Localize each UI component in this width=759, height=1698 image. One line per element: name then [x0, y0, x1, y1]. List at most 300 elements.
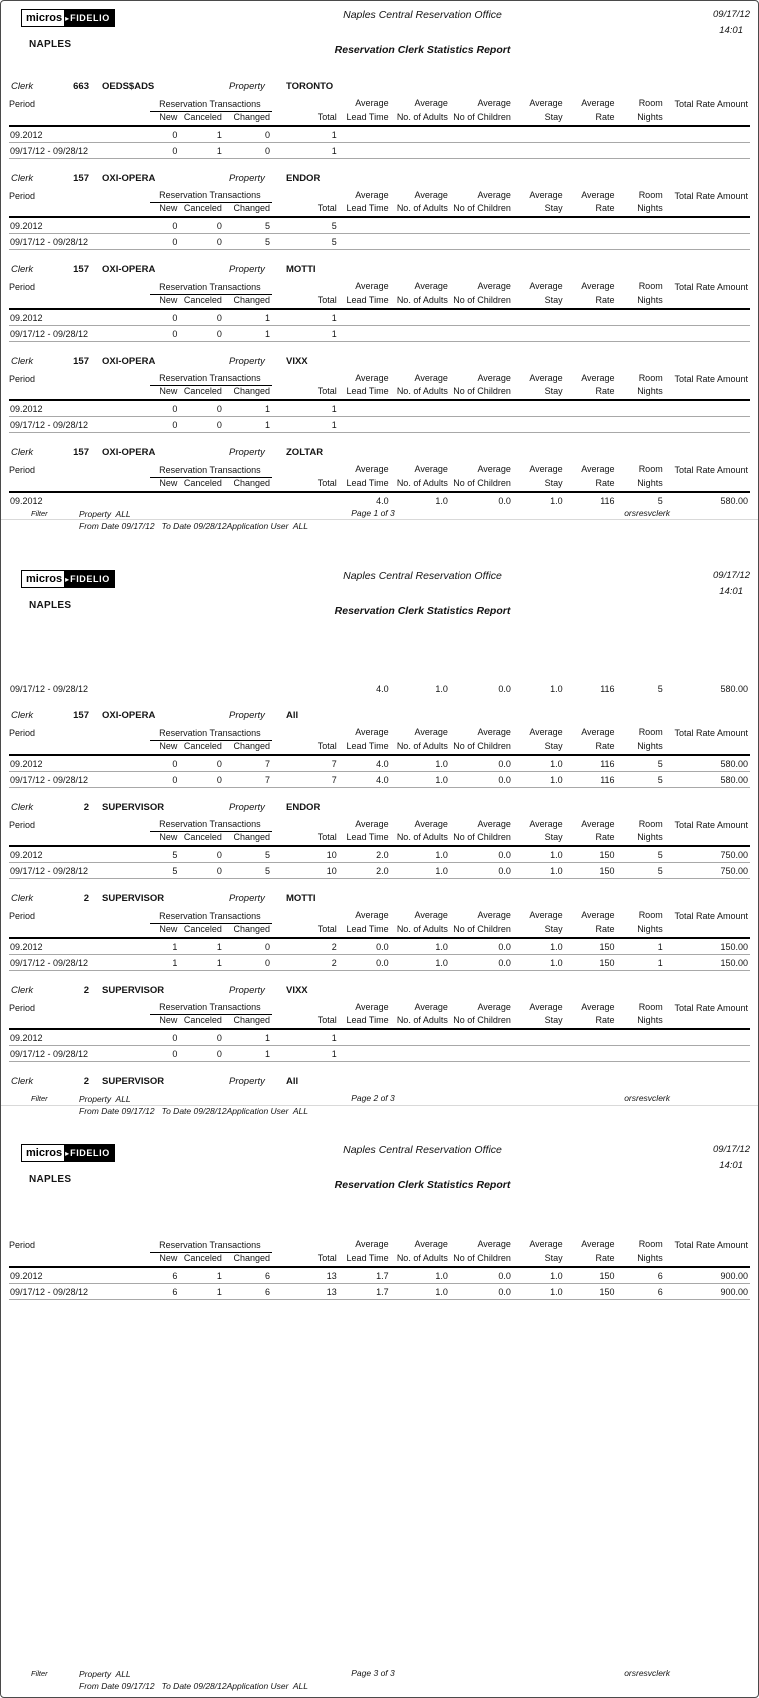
column-nights: Nights — [617, 203, 665, 218]
column-period: Period — [9, 190, 150, 218]
clerk-number: 663 — [73, 81, 89, 92]
column-no-of-children: No of Children — [450, 294, 513, 309]
column-average-lead-time: Average — [355, 818, 389, 829]
column-new: New — [150, 477, 180, 492]
cell-period: 09/17/12 - 09/28/12 — [9, 234, 150, 250]
column-average-lead-time: Average — [355, 1239, 389, 1249]
cell-avg-children — [450, 325, 513, 341]
report-date: 09/17/12 — [713, 9, 750, 20]
cell-room-nights — [617, 400, 665, 417]
filter-dates: From Date 09/17/12 To Date 09/28/12Application User ALL — [79, 1681, 309, 1691]
logo-fidelio-box — [64, 10, 114, 26]
table-row — [9, 417, 750, 433]
cell-avg-children: 0.0 — [498, 495, 511, 506]
hotel-name: NAPLES — [29, 1174, 72, 1185]
cell-avg-adults: 1.0 — [391, 771, 450, 787]
report-section — [9, 1076, 750, 1087]
clerk-name: OXI-OPERA — [102, 264, 156, 275]
column-average-adults: Average — [414, 189, 448, 200]
column-total-rate-amount: Total Rate Amount — [665, 1239, 750, 1267]
property-name: TORONTO — [286, 81, 334, 92]
page-content — [9, 1239, 750, 1300]
clerk-number: 157 — [73, 710, 89, 721]
clerk-label: Clerk — [11, 984, 34, 996]
report-title: Reservation Clerk Statistics Report — [334, 44, 511, 56]
column-canceled: Canceled — [179, 111, 223, 126]
column-average-adults: Average — [414, 281, 448, 291]
cell-room-nights: 6 — [617, 1267, 665, 1284]
clerk-number: 157 — [73, 355, 89, 367]
column-lead-time: Lead Time — [339, 1015, 391, 1030]
logo-micros-text: micros — [22, 1145, 64, 1161]
cell-new: 1 — [150, 954, 180, 970]
cell-avg-lead-time: 0.0 — [339, 938, 391, 955]
cell-room-nights — [617, 1046, 665, 1062]
cell-room-nights — [617, 234, 665, 250]
cell-avg-lead-time — [339, 1046, 391, 1062]
column-average-stay: Average — [529, 818, 563, 829]
cell-total: 10 — [272, 846, 339, 863]
clerk-name: SUPERVISOR — [102, 893, 165, 904]
cell-canceled: 1 — [179, 1283, 223, 1299]
column-total-spacer — [272, 910, 339, 923]
clerk-property-line — [11, 802, 750, 813]
column-changed: Changed — [224, 111, 272, 126]
statistics-table — [9, 1239, 750, 1300]
table-body — [9, 400, 750, 433]
column-canceled: Canceled — [179, 1252, 223, 1267]
cell-new: 0 — [150, 755, 180, 772]
column-stay: Stay — [513, 1015, 565, 1030]
column-period: Period — [9, 464, 150, 492]
column-period: Period — [9, 373, 150, 401]
table-body — [9, 846, 750, 879]
table-row — [9, 863, 750, 879]
cell-room-nights — [617, 325, 665, 341]
column-average-children: Average — [477, 98, 511, 108]
cell-period: 09.2012 — [9, 309, 150, 326]
column-group-reservation-transactions: Reservation Transactions — [150, 373, 272, 386]
filter-dates: From Date 09/17/12 To Date 09/28/12Application User ALL — [79, 1106, 309, 1116]
column-average-rate: Average — [581, 910, 615, 920]
cell-period: 09/17/12 - 09/28/12 — [9, 954, 150, 970]
column-average-children: Average — [477, 1001, 511, 1012]
report-section — [9, 356, 750, 434]
report-user: orsresvclerk — [624, 1668, 670, 1678]
column-no-of-children: No of Children — [450, 386, 513, 401]
column-average-children: Average — [477, 281, 511, 291]
cell-room-nights — [617, 217, 665, 234]
column-stay: Stay — [513, 477, 565, 492]
clerk-number: 2 — [83, 801, 89, 813]
column-nights: Nights — [617, 111, 665, 126]
table-row — [9, 954, 750, 970]
cell-new: 0 — [150, 1029, 180, 1046]
cell-avg-lead-time — [339, 417, 391, 433]
column-rate: Rate — [565, 1015, 617, 1030]
logo-fidelio-text: FIDELIO — [70, 574, 110, 584]
column-average-lead-time: Average — [355, 910, 389, 920]
clerk-number: 157 — [73, 264, 89, 275]
column-average-adults: Average — [414, 727, 448, 737]
column-no-of-adults: No. of Adults — [391, 294, 450, 309]
column-average-rate: Average — [581, 189, 615, 200]
cell-avg-adults — [391, 234, 450, 250]
property-name: All — [286, 710, 299, 721]
column-rate: Rate — [565, 923, 617, 938]
column-lead-time: Lead Time — [339, 203, 391, 218]
cell-total: 5 — [272, 217, 339, 234]
column-stay: Stay — [513, 203, 565, 218]
filter-values — [79, 508, 308, 532]
table-body — [9, 938, 750, 971]
table-row — [9, 938, 750, 955]
column-room: Room — [638, 910, 663, 920]
cell-avg-rate: 150 — [565, 1267, 617, 1284]
report-time: 14:01 — [719, 586, 743, 597]
column-canceled: Canceled — [179, 923, 223, 938]
column-average-rate: Average — [581, 1001, 615, 1012]
column-average-lead-time: Average — [355, 1001, 389, 1012]
column-nights: Nights — [617, 832, 665, 847]
column-group-reservation-transactions: Reservation Transactions — [150, 281, 272, 294]
column-no-of-children: No of Children — [450, 923, 513, 938]
column-period: Period — [9, 910, 150, 938]
property-label: Property — [229, 81, 265, 92]
cell-avg-stay: 1.0 — [513, 863, 565, 879]
column-changed: Changed — [224, 1015, 272, 1030]
column-average-lead-time: Average — [355, 189, 389, 200]
report-section — [9, 1239, 750, 1300]
cell-avg-adults: 1.0 — [391, 1283, 450, 1299]
column-average-stay: Average — [529, 281, 563, 291]
table-header-row-1 — [9, 1002, 750, 1015]
clerk-name: SUPERVISOR — [102, 801, 165, 813]
column-average-rate: Average — [581, 1239, 615, 1249]
table-header-row-1 — [9, 190, 750, 203]
column-total-rate-amount: Total Rate Amount — [665, 281, 750, 309]
column-average-adults: Average — [414, 910, 448, 920]
column-no-of-adults: No. of Adults — [391, 477, 450, 492]
column-canceled: Canceled — [179, 386, 223, 401]
column-total-rate-amount: Total Rate Amount — [665, 910, 750, 938]
cell-avg-children: 0.0 — [450, 1267, 513, 1284]
cell-total-rate-amount — [665, 400, 750, 417]
cell-avg-rate: 116 — [600, 684, 615, 694]
cell-new: 0 — [150, 126, 180, 143]
column-new: New — [150, 386, 180, 401]
column-total-spacer — [272, 373, 339, 386]
cell-avg-adults — [391, 309, 450, 326]
cell-canceled: 0 — [179, 1046, 223, 1062]
cell-total: 1 — [272, 1046, 339, 1062]
column-canceled: Canceled — [179, 740, 223, 755]
column-average-children: Average — [477, 1239, 511, 1249]
cell-changed: 7 — [224, 771, 272, 787]
cell-avg-children — [450, 142, 513, 158]
cell-period: 09.2012 — [9, 1267, 150, 1284]
cell-canceled: 0 — [179, 309, 223, 326]
cell-avg-lead-time — [339, 126, 391, 143]
cell-avg-rate — [565, 417, 617, 433]
report-section — [9, 173, 750, 251]
clerk-label: Clerk — [11, 172, 34, 184]
statistics-table — [9, 373, 750, 434]
cell-avg-adults: 1.0 — [435, 684, 448, 694]
cell-period: 09/17/12 - 09/28/12 — [9, 325, 150, 341]
column-no-of-adults: No. of Adults — [391, 1252, 450, 1267]
column-total-rate-amount: Total Rate Amount — [665, 98, 750, 126]
column-no-of-adults: No. of Adults — [391, 111, 450, 126]
cell-total: 1 — [272, 417, 339, 433]
filter-property: Property ALL — [79, 1669, 131, 1679]
cell-avg-children — [450, 1029, 513, 1046]
cell-total-rate-amount — [665, 126, 750, 143]
cell-changed: 1 — [224, 309, 272, 326]
column-room: Room — [638, 464, 663, 474]
cell-new: 6 — [150, 1283, 180, 1299]
property-label: Property — [229, 447, 265, 458]
column-average-children: Average — [477, 372, 511, 383]
filter-dates: From Date 09/17/12 To Date 09/28/12Application User ALL — [79, 520, 309, 531]
cell-period: 09.2012 — [9, 938, 150, 955]
cell-avg-lead-time — [339, 234, 391, 250]
cell-avg-lead-time — [339, 1029, 391, 1046]
statistics-table — [9, 819, 750, 880]
cell-room-nights: 1 — [617, 954, 665, 970]
column-no-of-adults: No. of Adults — [391, 923, 450, 938]
cell-new: 1 — [150, 938, 180, 955]
cell-room-nights: 1 — [617, 938, 665, 955]
cell-room-nights: 5 — [617, 771, 665, 787]
property-label: Property — [229, 893, 265, 904]
property-name: All — [286, 1076, 299, 1087]
clerk-label: Clerk — [11, 355, 34, 367]
cell-new: 0 — [150, 234, 180, 250]
clerk-name: OXI-OPERA — [102, 710, 156, 721]
clerk-property-line — [11, 710, 750, 721]
table-row — [9, 771, 750, 787]
cell-period: 09.2012 — [9, 755, 150, 772]
cell-total-rate-amount: 580.00 — [720, 495, 748, 506]
column-changed: Changed — [224, 923, 272, 938]
column-nights: Nights — [617, 1252, 665, 1267]
property-label: Property — [229, 984, 265, 996]
report-section — [9, 81, 750, 159]
table-body — [9, 492, 750, 508]
report-date: 09/17/12 — [713, 1144, 750, 1155]
cell-total-rate-amount: 900.00 — [665, 1267, 750, 1284]
column-stay: Stay — [513, 923, 565, 938]
cell-new: 0 — [150, 1046, 180, 1062]
table-row — [9, 492, 750, 508]
cell-avg-rate — [565, 1046, 617, 1062]
clerk-number: 2 — [83, 984, 89, 996]
property-label: Property — [229, 172, 265, 184]
column-lead-time: Lead Time — [339, 1252, 391, 1267]
cell-avg-rate: 150 — [565, 863, 617, 879]
table-body — [9, 1029, 750, 1062]
report-page-2 — [1, 519, 758, 1116]
column-group-reservation-transactions: Reservation Transactions — [150, 98, 272, 111]
cell-total: 10 — [272, 863, 339, 879]
property-name: MOTTI — [286, 264, 316, 275]
column-canceled: Canceled — [179, 203, 223, 218]
column-group-reservation-transactions: Reservation Transactions — [150, 1239, 272, 1252]
column-lead-time: Lead Time — [339, 294, 391, 309]
column-average-adults: Average — [414, 464, 448, 474]
cell-total-rate-amount: 580.00 — [665, 771, 750, 787]
hotel-name: NAPLES — [29, 600, 72, 611]
cell-total: 1 — [272, 309, 339, 326]
column-stay: Stay — [513, 1252, 565, 1267]
statistics-table — [9, 464, 750, 508]
column-total: Total — [272, 832, 339, 847]
table-row — [9, 309, 750, 326]
property-label: Property — [229, 710, 265, 721]
cell-avg-lead-time: 1.7 — [339, 1283, 391, 1299]
column-rate: Rate — [565, 294, 617, 309]
filter-block — [9, 508, 308, 532]
cell-new: 5 — [150, 863, 180, 879]
property-name: ENDOR — [286, 801, 321, 813]
column-new: New — [150, 203, 180, 218]
table-body — [9, 1267, 750, 1300]
column-nights: Nights — [617, 740, 665, 755]
statistics-table — [9, 681, 750, 696]
cell-period: 09.2012 — [9, 400, 150, 417]
cell-canceled: 0 — [179, 846, 223, 863]
table-body — [9, 681, 750, 696]
cell-changed: 0 — [224, 938, 272, 955]
column-changed: Changed — [224, 740, 272, 755]
column-group-reservation-transactions: Reservation Transactions — [150, 1002, 272, 1015]
cell-room-nights: 5 — [657, 684, 663, 694]
column-stay: Stay — [513, 111, 565, 126]
cell-avg-rate: 150 — [565, 846, 617, 863]
table-header — [9, 1002, 750, 1030]
statistics-table — [9, 1002, 750, 1063]
column-total-spacer — [272, 281, 339, 294]
cell-avg-children: 0.0 — [450, 771, 513, 787]
table-row — [9, 755, 750, 772]
cell-avg-rate — [565, 234, 617, 250]
cell-total: 1 — [272, 142, 339, 158]
cell-avg-lead-time: 0.0 — [339, 954, 391, 970]
column-average-adults: Average — [414, 372, 448, 383]
clerk-number: 157 — [73, 447, 89, 458]
column-average-lead-time: Average — [355, 727, 389, 737]
column-room: Room — [638, 189, 663, 200]
cell-canceled: 1 — [179, 954, 223, 970]
column-lead-time: Lead Time — [339, 477, 391, 492]
cell-canceled: 1 — [179, 1267, 223, 1284]
column-average-stay: Average — [529, 372, 563, 383]
column-average-lead-time: Average — [355, 464, 389, 474]
cell-avg-rate: 150 — [565, 954, 617, 970]
column-no-of-children: No of Children — [450, 111, 513, 126]
cell-new — [150, 681, 180, 696]
cell-canceled: 1 — [179, 126, 223, 143]
column-average-children: Average — [477, 727, 511, 737]
cell-avg-rate — [565, 142, 617, 158]
column-no-of-adults: No. of Adults — [391, 740, 450, 755]
column-total: Total — [272, 1015, 339, 1030]
column-room: Room — [638, 1239, 663, 1249]
column-nights: Nights — [617, 1015, 665, 1030]
cell-avg-children — [450, 309, 513, 326]
column-canceled: Canceled — [179, 294, 223, 309]
cell-total: 2 — [272, 954, 339, 970]
cell-changed: 5 — [224, 217, 272, 234]
column-new: New — [150, 923, 180, 938]
cell-canceled: 0 — [179, 417, 223, 433]
cell-new: 0 — [150, 400, 180, 417]
cell-avg-lead-time: 2.0 — [339, 846, 391, 863]
property-name: ENDOR — [286, 172, 321, 184]
cell-total: 7 — [272, 771, 339, 787]
report-date: 09/17/12 — [713, 570, 750, 581]
cell-avg-adults — [391, 400, 450, 417]
cell-avg-adults — [391, 217, 450, 234]
column-stay: Stay — [513, 832, 565, 847]
cell-total: 1 — [272, 1029, 339, 1046]
clerk-label: Clerk — [11, 801, 34, 813]
clerk-label: Clerk — [11, 447, 34, 458]
cell-avg-children — [450, 400, 513, 417]
column-period: Period — [9, 1239, 150, 1267]
cell-changed — [224, 681, 272, 696]
cell-avg-stay — [513, 325, 565, 341]
column-average-rate: Average — [581, 727, 615, 737]
column-group-reservation-transactions: Reservation Transactions — [150, 910, 272, 923]
cell-total: 1 — [272, 400, 339, 417]
logo-micros-text: micros — [22, 10, 64, 26]
cell-avg-lead-time — [339, 142, 391, 158]
cell-avg-children — [450, 417, 513, 433]
cell-new: 5 — [150, 846, 180, 863]
column-stay: Stay — [513, 386, 565, 401]
brand-block — [9, 7, 181, 50]
filter-property: Property ALL — [79, 508, 131, 519]
column-new: New — [150, 1252, 180, 1267]
report-user: orsresvclerk — [624, 507, 670, 518]
table-header — [9, 464, 750, 492]
cell-period: 09/17/12 - 09/28/12 — [9, 1283, 150, 1299]
column-average-lead-time: Average — [355, 372, 389, 383]
filter-values — [79, 1668, 308, 1692]
cell-changed: 5 — [224, 234, 272, 250]
table-header — [9, 373, 750, 401]
column-new: New — [150, 1015, 180, 1030]
cell-new: 6 — [150, 1267, 180, 1284]
cell-avg-rate — [565, 325, 617, 341]
table-body — [9, 755, 750, 788]
column-rate: Rate — [565, 477, 617, 492]
office-title: Naples Central Reservation Office — [343, 1144, 502, 1156]
column-average-rate: Average — [581, 464, 615, 474]
cell-period: 09.2012 — [9, 217, 150, 234]
cell-total: 7 — [272, 755, 339, 772]
column-changed: Changed — [224, 386, 272, 401]
report-time: 14:01 — [719, 1160, 743, 1171]
column-average-children: Average — [477, 189, 511, 200]
clerk-name: SUPERVISOR — [102, 1076, 165, 1087]
cell-room-nights — [617, 417, 665, 433]
cell-total: 5 — [272, 234, 339, 250]
filter-label: Filter — [31, 1094, 48, 1103]
cell-total-rate-amount: 750.00 — [665, 863, 750, 879]
